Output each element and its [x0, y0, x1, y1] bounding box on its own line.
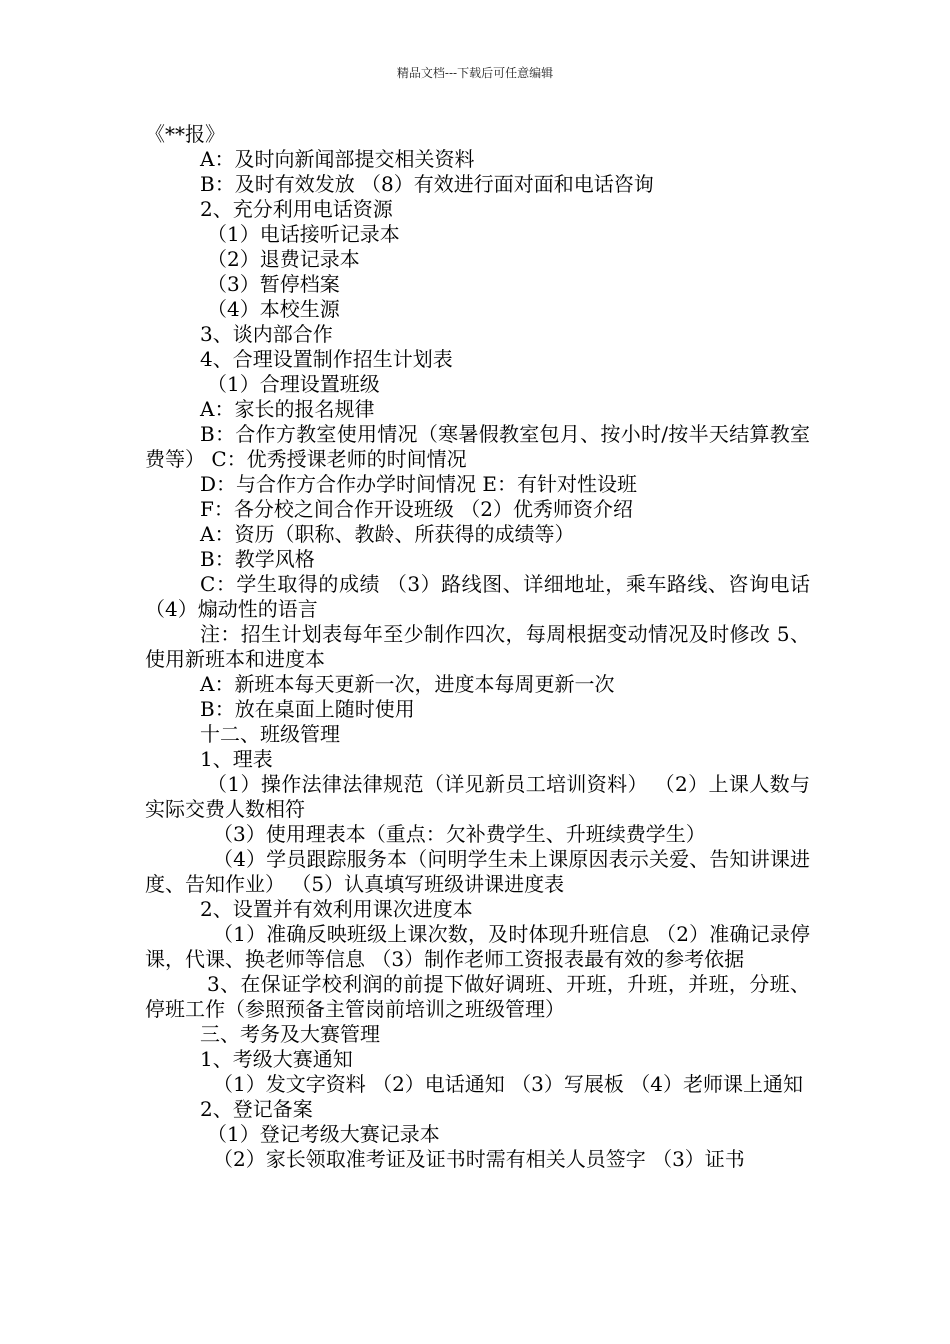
- paragraph: B：合作方教室使用情况（寒暑假教室包月、按小时/按半天结算教室费等） C：优秀授课老师的时间情况: [145, 422, 810, 471]
- paragraph: （4）学员跟踪服务本（问明学生未上课原因表示关爱、告知讲课进度、告知作业） （5）认真填写班级讲课进度表: [145, 847, 810, 896]
- paragraph: （1）登记考级大赛记录本: [207, 1122, 440, 1146]
- paragraph: （1）操作法律法律规范（详见新员工培训资料） （2）上课人数与实际交费人数相符: [145, 772, 810, 821]
- paragraph: （2）退费记录本: [207, 247, 360, 271]
- paragraph: C：学生取得的成绩 （3）路线图、详细地址，乘车路线、咨询电话 （4）煽动性的语言: [145, 572, 817, 621]
- paragraph: （1）准确反映班级上课次数，及时体现升班信息 （2）准确记录停课，代课、换老师等信息 （3）制作老师工资报表最有效的参考依据: [145, 922, 810, 971]
- paragraph: D：与合作方合作办学时间情况 E：有针对性设班: [200, 472, 637, 496]
- paragraph: B：教学风格: [200, 547, 315, 571]
- paragraph: 三、考务及大赛管理: [200, 1022, 380, 1046]
- paragraph: 1、理表: [200, 747, 273, 771]
- paragraph: （2）家长领取准考证及证书时需有相关人员签字 （3）证书: [213, 1147, 745, 1171]
- document-body: [145, 122, 817, 1172]
- paragraph: 2、设置并有效利用课次进度本: [200, 897, 473, 921]
- paragraph: A：家长的报名规律: [200, 397, 375, 421]
- paragraph: B：及时有效发放 （8）有效进行面对面和电话咨询: [200, 172, 654, 196]
- paragraph: 4、合理设置制作招生计划表: [200, 347, 453, 371]
- paragraph: 《**报》: [145, 122, 225, 146]
- paragraph: 十二、班级管理: [200, 722, 340, 746]
- paragraph: A：新班本每天更新一次，进度本每周更新一次: [200, 672, 615, 696]
- paragraph: （4）本校生源: [207, 297, 340, 321]
- paragraph: B：放在桌面上随时使用: [200, 697, 415, 721]
- paragraph: （1）发文字资料 （2）电话通知 （3）写展板 （4）老师课上通知: [213, 1072, 803, 1096]
- paragraph: （1）合理设置班级: [207, 372, 380, 396]
- paragraph: （1）电话接听记录本: [207, 222, 400, 246]
- paragraph: A：资历（职称、教龄、所获得的成绩等）: [200, 522, 575, 546]
- paragraph: 3、谈内部合作: [200, 322, 333, 346]
- paragraph: 2、充分利用电话资源: [200, 197, 393, 221]
- paragraph: （3）使用理表本（重点：欠补费学生、升班续费学生）: [213, 822, 706, 846]
- paragraph: F：各分校之间合作开设班级 （2）优秀师资介绍: [200, 497, 633, 521]
- paragraph: 2、登记备案: [200, 1097, 313, 1121]
- paragraph: 1、考级大赛通知: [200, 1047, 353, 1071]
- paragraph: （3）暂停档案: [207, 272, 340, 296]
- paragraph: A：及时向新闻部提交相关资料: [200, 147, 475, 171]
- page-header: 精品文档---下载后可任意编辑: [396, 66, 554, 80]
- paragraph: 注：招生计划表每年至少制作四次，每周根据变动情况及时修改 5、使用新班本和进度本: [145, 622, 810, 671]
- paragraph: 3、在保证学校利润的前提下做好调班、开班，升班，并班，分班、停班工作（参照预备主管岗前培训之班级管理）: [145, 972, 810, 1021]
